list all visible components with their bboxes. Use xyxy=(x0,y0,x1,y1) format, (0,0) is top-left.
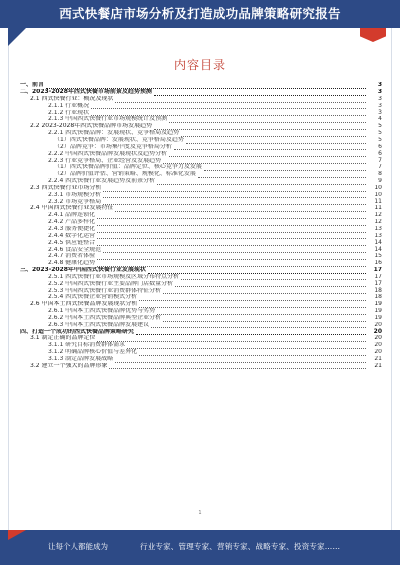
toc-entry-page: 15 xyxy=(374,253,382,260)
toc-entry-title: 2.1.2 行业现状 xyxy=(48,109,90,116)
toc-entry-title: 一、前言 xyxy=(20,82,45,89)
toc-entry[interactable] xyxy=(20,89,382,96)
toc-entry[interactable] xyxy=(20,185,382,192)
toc-entry[interactable] xyxy=(20,328,382,335)
toc-entry[interactable] xyxy=(20,144,382,151)
toc-entry-page: 17 xyxy=(373,266,382,274)
toc-entry-page: 4 xyxy=(378,116,382,123)
toc-entry-page: 3 xyxy=(377,88,382,96)
toc-entry-page: 5 xyxy=(378,129,382,137)
toc-leader-dots xyxy=(103,187,366,192)
toc-entry-page: 17 xyxy=(374,273,382,280)
toc-leader-dots xyxy=(103,248,366,253)
toc-entry-title: 2.3.1 市场规模分析 xyxy=(48,191,102,198)
toc-leader-dots xyxy=(97,234,366,239)
toc-leader-dots xyxy=(139,303,366,308)
toc-entry-title: 2.2.3 行业竞争格局、企业经营及发展趋势 xyxy=(48,157,162,164)
toc-entry-title: 2.3 西式快餐行业市场分析 xyxy=(30,184,102,191)
toc-leader-dots xyxy=(198,173,366,178)
toc-entry-title: （2）品牌竞争：市场集中度及竞争格局分析 xyxy=(54,143,172,150)
toc-entry[interactable] xyxy=(20,219,382,226)
toc-entry-title: 2.4.3 服务便捷化 xyxy=(48,225,96,232)
toc-leader-dots xyxy=(46,84,366,89)
toc-entry-page: 5 xyxy=(378,136,382,143)
toc-entry-page: 19 xyxy=(374,301,382,308)
toc-leader-dots xyxy=(109,364,366,369)
toc-entry-page: 3 xyxy=(378,109,382,116)
toc-entry-page: 5 xyxy=(378,123,382,130)
toc-entry-title: 三、2023-2028年中国西式快餐行业发展现状 xyxy=(20,267,146,274)
toc-entry-title: 2.6 中国本土西式快餐品牌发展现状分析 xyxy=(30,301,138,308)
toc-entry[interactable] xyxy=(20,192,382,199)
toc-entry[interactable] xyxy=(20,342,382,349)
toc-entry-page: 13 xyxy=(374,232,382,239)
toc-entry[interactable] xyxy=(20,315,382,322)
toc-leader-dots xyxy=(115,207,366,212)
toc-entry[interactable] xyxy=(20,116,382,123)
toc-entry-page: 17 xyxy=(374,280,382,287)
toc-entry[interactable] xyxy=(20,82,382,89)
toc-entry[interactable] xyxy=(20,260,382,267)
toc-entry[interactable] xyxy=(20,130,382,137)
toc-entry-title: 2.5.4 西式快餐企业营销模式分析 xyxy=(48,294,138,301)
toc-leader-dots xyxy=(169,152,366,157)
toc-leader-dots xyxy=(163,159,366,164)
toc-entry-title: 二、2023-2028年西式快餐市场前景及趋势预测 xyxy=(20,89,152,96)
toc-entry-page: 13 xyxy=(374,225,382,232)
footer-slogan-right: 行业专家、管理专家、营销专家、战略专家、投资专家…… xyxy=(140,542,341,551)
toc-leader-dots xyxy=(181,132,366,137)
toc-entry-title: 2.1 西式快餐行业：概况及现状 xyxy=(30,95,114,102)
toc-leader-dots xyxy=(174,145,366,150)
toc-entry-title: 2.6.2 中国本土西式快餐品牌典型企业分析 xyxy=(48,314,162,321)
toc-leader-dots xyxy=(103,193,366,198)
toc-leader-dots xyxy=(175,282,366,287)
toc-entry-page: 9 xyxy=(378,177,382,185)
toc-entry-page: 21 xyxy=(374,355,382,362)
toc-entry-title: 3.2 建立一个强大的品牌形象 xyxy=(30,362,108,369)
toc-leader-dots xyxy=(163,289,366,294)
toc-entry-title: 2.6.3 中国本土西式快餐品牌发展建议 xyxy=(48,321,150,328)
toc-leader-dots xyxy=(97,214,366,219)
footer-corner-accent xyxy=(8,530,26,540)
toc-leader-dots xyxy=(136,330,366,335)
toc-entry-title: （1）西式快餐品牌：发展现状、竞争格局及趋势 xyxy=(54,137,184,143)
toc-entry-title: 2.6.1 中国本土西式快餐品牌优势与劣势 xyxy=(48,308,156,315)
toc-entry-title: 3.1.3 制定品牌发展战略 xyxy=(48,356,114,362)
toc-entry-title: 2.5.2 中国西式快餐行业主要品牌门店数量分析 xyxy=(48,280,174,287)
toc-leader-dots xyxy=(186,139,366,144)
toc-leader-dots xyxy=(97,228,366,233)
toc-entry-title: 2.2.2 中国西式快餐品牌发展现状及趋势分析 xyxy=(48,150,168,157)
toc-entry-title: 2.5.3 中国西式快餐行业消费群体特征分析 xyxy=(48,287,162,294)
toc-heading: 内容目录 xyxy=(173,58,226,72)
toc-entry-page: 10 xyxy=(374,191,382,198)
toc-entry-title: 2.1.1 行业概况 xyxy=(48,102,90,109)
toc-leader-dots xyxy=(139,351,366,356)
toc-entry-page: 20 xyxy=(374,335,382,342)
header-corner-accent xyxy=(8,28,26,46)
toc-entry-title: 2.4.8 健康化趋势 xyxy=(48,260,96,267)
toc-entry-title: （1）西式快餐品牌价值：品牌定位、核心竞争力及发展 xyxy=(54,164,202,171)
toc-entry[interactable] xyxy=(20,123,382,130)
toc-leader-dots xyxy=(115,358,366,363)
table-of-contents xyxy=(20,82,382,369)
toc-entry[interactable] xyxy=(20,322,382,329)
toc-entry-page: 21 xyxy=(374,362,382,369)
toc-entry[interactable] xyxy=(20,308,382,315)
toc-entry-page: 20 xyxy=(374,321,382,328)
toc-leader-dots xyxy=(157,180,366,185)
toc-entry[interactable] xyxy=(20,253,382,260)
toc-entry-page: 6 xyxy=(378,150,382,157)
toc-entry[interactable] xyxy=(20,157,382,164)
toc-leader-dots xyxy=(163,317,366,322)
toc-entry-title: 2.4.6 食品安全规范 xyxy=(48,246,102,253)
toc-entry-title: 2.2.1 西式快餐品牌：发展现状、竞争格局及趋势 xyxy=(48,130,180,137)
toc-leader-dots xyxy=(97,241,366,246)
toc-entry-title: 3.1.2 明确品牌核心价值与差异化 xyxy=(48,349,138,356)
toc-entry[interactable] xyxy=(20,137,382,144)
toc-leader-dots xyxy=(103,200,366,205)
toc-entry[interactable] xyxy=(20,349,382,356)
toc-entry[interactable] xyxy=(20,335,382,342)
toc-entry-title: 2.4.4 数字化运营 xyxy=(48,232,96,239)
toc-entry-title: 2.4.1 品牌连锁化 xyxy=(48,212,96,219)
toc-entry-page: 19 xyxy=(374,314,382,321)
toc-entry-title: 3.1 制定正确的品牌定位 xyxy=(30,335,96,342)
toc-entry[interactable] xyxy=(20,280,382,287)
toc-entry[interactable] xyxy=(20,356,382,363)
toc-entry-title: 3.1.1 研究目标消费群体需求 xyxy=(48,342,126,349)
toc-entry[interactable] xyxy=(20,246,382,253)
page-number: 1 xyxy=(198,510,202,516)
toc-entry[interactable] xyxy=(20,287,382,294)
toc-leader-dots xyxy=(181,275,366,280)
footer-slogan-left: 让每个人都能成为 xyxy=(48,542,108,551)
toc-entry-title: 2.5.1 西式快餐行业市场规模及区域分布特点分析 xyxy=(48,273,180,280)
toc-entry-title: 2.3.2 市场竞争格局 xyxy=(48,198,102,205)
toc-entry[interactable] xyxy=(20,267,382,274)
toc-entry-title: 2.4.2 产品多样化 xyxy=(48,219,96,226)
toc-entry[interactable] xyxy=(20,294,382,301)
toc-entry-page: 14 xyxy=(374,246,382,253)
report-title: 西式快餐店市场分析及打造成功品牌策略研究报告 xyxy=(59,6,341,21)
toc-entry[interactable] xyxy=(20,363,382,370)
toc-entry[interactable] xyxy=(20,212,382,219)
toc-entry-title: 2.4 中国西式快餐行业发展特征 xyxy=(30,205,114,212)
toc-leader-dots xyxy=(169,118,366,123)
toc-entry[interactable] xyxy=(20,233,382,240)
toc-entry-page: 18 xyxy=(374,294,382,301)
toc-entry-page: 19 xyxy=(374,307,382,315)
toc-entry-page: 3 xyxy=(377,82,382,89)
toc-entry-title: 四、打造一个成功的西式快餐品牌策略研究 xyxy=(20,328,135,335)
toc-entry-page: 12 xyxy=(374,212,382,219)
toc-leader-dots xyxy=(91,104,366,109)
toc-leader-dots xyxy=(97,255,366,260)
toc-entry[interactable] xyxy=(20,178,382,185)
toc-entry-page: 20 xyxy=(373,328,382,335)
toc-entry-page: 3 xyxy=(378,102,382,109)
toc-entry[interactable] xyxy=(20,150,382,157)
toc-leader-dots xyxy=(154,125,366,130)
toc-leader-dots xyxy=(115,98,366,103)
toc-entry[interactable] xyxy=(20,239,382,246)
toc-entry-page: 20 xyxy=(374,342,382,349)
toc-entry[interactable] xyxy=(20,274,382,281)
toc-entry-title: 2.4.5 供应链整合 xyxy=(48,239,96,246)
toc-entry-page: 7 xyxy=(378,157,382,164)
toc-entry-title: 2.2 2023-2028年西式快餐品牌市场发展趋势 xyxy=(30,123,153,130)
toc-entry-title: 2.2.4 西式快餐行业发展趋势及前景分析 xyxy=(48,178,156,185)
toc-leader-dots xyxy=(204,166,366,171)
toc-entry[interactable] xyxy=(20,96,382,103)
toc-entry-page: 7 xyxy=(378,164,382,171)
toc-entry[interactable] xyxy=(20,109,382,116)
toc-leader-dots xyxy=(154,91,366,96)
toc-entry-page: 8 xyxy=(378,170,382,178)
toc-entry-page: 12 xyxy=(374,218,382,226)
toc-entry-page: 20 xyxy=(374,348,382,356)
toc-leader-dots xyxy=(127,344,366,349)
toc-leader-dots xyxy=(97,337,366,342)
toc-entry-page: 10 xyxy=(374,184,382,191)
toc-entry[interactable] xyxy=(20,198,382,205)
toc-entry-title: 2.1.3 中国西式快餐行业市场规模统计及预测 xyxy=(48,116,168,123)
toc-entry-title: （2）品牌价值评估、营销策略、规模化、标准化发展 xyxy=(54,171,196,178)
toc-entry[interactable] xyxy=(20,103,382,110)
toc-leader-dots xyxy=(97,262,366,267)
toc-entry[interactable] xyxy=(20,301,382,308)
toc-leader-dots xyxy=(139,296,366,301)
toc-entry-title: 2.4.7 消费者体验 xyxy=(48,253,96,260)
toc-entry-page: 11 xyxy=(374,198,382,205)
toc-entry-page: 14 xyxy=(374,239,382,246)
toc-leader-dots xyxy=(157,310,366,315)
toc-entry-page: 6 xyxy=(378,143,382,150)
toc-entry-page: 16 xyxy=(374,259,382,267)
toc-leader-dots xyxy=(148,269,366,274)
toc-entry-page: 18 xyxy=(374,287,382,294)
toc-entry[interactable] xyxy=(20,171,382,178)
toc-entry-page: 11 xyxy=(374,205,382,212)
toc-leader-dots xyxy=(91,111,366,116)
toc-entry[interactable] xyxy=(20,205,382,212)
toc-leader-dots xyxy=(151,323,366,328)
toc-entry[interactable] xyxy=(20,164,382,171)
toc-leader-dots xyxy=(97,221,366,226)
toc-entry-page: 3 xyxy=(378,95,382,102)
toc-entry[interactable] xyxy=(20,226,382,233)
